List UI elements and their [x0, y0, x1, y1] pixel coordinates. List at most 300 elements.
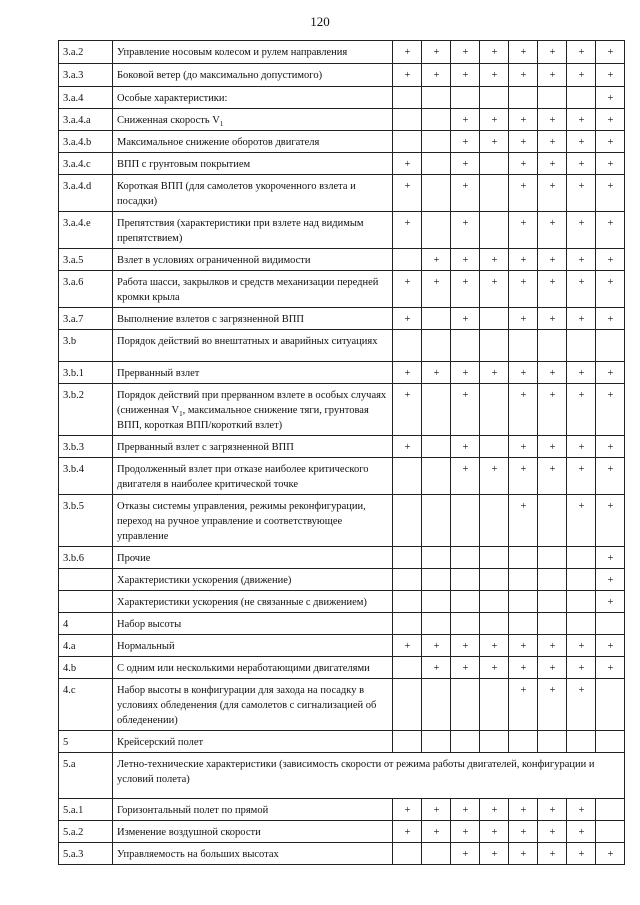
- applicability-mark: +: [538, 362, 567, 384]
- applicability-mark: [596, 731, 625, 753]
- row-description: [113, 591, 393, 613]
- row-description: [113, 657, 393, 679]
- applicability-mark: +: [509, 249, 538, 271]
- row-description: [113, 249, 393, 271]
- applicability-mark: [393, 657, 422, 679]
- applicability-mark: +: [509, 821, 538, 843]
- row-code: 3.a.4.a: [59, 109, 113, 131]
- applicability-mark: +: [509, 843, 538, 865]
- applicability-mark: [509, 731, 538, 753]
- applicability-mark: [480, 569, 509, 591]
- applicability-mark: +: [596, 591, 625, 613]
- applicability-mark: +: [393, 362, 422, 384]
- applicability-mark: +: [509, 109, 538, 131]
- applicability-mark: +: [596, 843, 625, 865]
- applicability-mark: +: [422, 249, 451, 271]
- applicability-mark: [422, 109, 451, 131]
- row-code: 3.b.4: [59, 458, 113, 495]
- applicability-mark: +: [596, 436, 625, 458]
- row-code: 3.a.3: [59, 64, 113, 87]
- table-row: [59, 547, 625, 569]
- applicability-mark: +: [393, 41, 422, 64]
- table-row: [59, 799, 625, 821]
- applicability-mark: +: [538, 384, 567, 436]
- table-row: [59, 657, 625, 679]
- applicability-mark: +: [509, 495, 538, 547]
- applicability-mark: +: [451, 131, 480, 153]
- row-description: [113, 175, 393, 212]
- applicability-mark: [509, 330, 538, 362]
- table-row: [59, 131, 625, 153]
- applicability-mark: +: [538, 175, 567, 212]
- row-description-text: Взлет в условиях ограниченной видимости: [117, 255, 311, 266]
- table-row: [59, 212, 625, 249]
- row-description-text: Боковой ветер (до максимально допустимого): [117, 70, 323, 81]
- row-description: [113, 330, 393, 362]
- applicability-mark: +: [538, 679, 567, 731]
- applicability-mark: [393, 87, 422, 109]
- row-description: [113, 436, 393, 458]
- row-code: 3.a.4: [59, 87, 113, 109]
- row-description-text: Прочие: [117, 553, 151, 564]
- applicability-mark: +: [538, 131, 567, 153]
- applicability-mark: [538, 569, 567, 591]
- applicability-mark: +: [567, 799, 596, 821]
- applicability-mark: [393, 495, 422, 547]
- applicability-mark: [567, 330, 596, 362]
- row-code: 3.b.5: [59, 495, 113, 547]
- applicability-mark: +: [422, 64, 451, 87]
- applicability-mark: [422, 843, 451, 865]
- applicability-mark: +: [538, 436, 567, 458]
- row-code: 4: [59, 613, 113, 635]
- table-row: [59, 153, 625, 175]
- applicability-mark: +: [451, 212, 480, 249]
- applicability-mark: +: [538, 821, 567, 843]
- applicability-mark: [422, 458, 451, 495]
- row-description-text: Короткая ВПП (для самолетов укороченного взлета и посадки): [117, 181, 356, 207]
- row-description-text: Характеристики ускорения (движение): [117, 575, 292, 586]
- row-code: 3.a.4.d: [59, 175, 113, 212]
- row-description-text: Горизонтальный полет по прямой: [117, 805, 269, 816]
- applicability-mark: [393, 109, 422, 131]
- applicability-mark: [596, 799, 625, 821]
- applicability-mark: [451, 330, 480, 362]
- applicability-mark: [538, 495, 567, 547]
- applicability-mark: [480, 591, 509, 613]
- applicability-mark: [393, 731, 422, 753]
- applicability-mark: [451, 591, 480, 613]
- applicability-mark: [451, 87, 480, 109]
- applicability-mark: +: [567, 64, 596, 87]
- row-code: 5.a: [59, 753, 113, 799]
- applicability-mark: +: [596, 495, 625, 547]
- applicability-mark: +: [480, 843, 509, 865]
- row-description: [113, 64, 393, 87]
- row-description: [113, 753, 625, 799]
- applicability-mark: +: [596, 131, 625, 153]
- applicability-mark: [451, 569, 480, 591]
- applicability-mark: +: [393, 821, 422, 843]
- applicability-mark: +: [567, 384, 596, 436]
- applicability-mark: [422, 547, 451, 569]
- row-description: [113, 271, 393, 308]
- applicability-mark: [422, 131, 451, 153]
- applicability-mark: +: [480, 458, 509, 495]
- applicability-mark: [480, 613, 509, 635]
- applicability-mark: +: [480, 821, 509, 843]
- applicability-mark: +: [451, 175, 480, 212]
- row-description: [113, 131, 393, 153]
- row-description-text: С одним или несколькими неработающими двигателями: [117, 663, 370, 674]
- applicability-mark: +: [509, 362, 538, 384]
- table-row: [59, 843, 625, 865]
- row-description: [113, 458, 393, 495]
- applicability-mark: +: [393, 436, 422, 458]
- applicability-mark: [567, 591, 596, 613]
- applicability-mark: +: [509, 153, 538, 175]
- applicability-mark: [451, 731, 480, 753]
- table-row: [59, 308, 625, 330]
- applicability-mark: +: [393, 153, 422, 175]
- applicability-mark: +: [393, 64, 422, 87]
- applicability-mark: +: [596, 109, 625, 131]
- applicability-mark: [509, 569, 538, 591]
- applicability-mark: +: [596, 635, 625, 657]
- row-description-subscript: 1: [179, 410, 183, 419]
- applicability-mark: [596, 613, 625, 635]
- applicability-mark: +: [422, 362, 451, 384]
- applicability-mark: [567, 547, 596, 569]
- row-description: [113, 308, 393, 330]
- table-row: [59, 821, 625, 843]
- applicability-mark: +: [567, 131, 596, 153]
- row-code: 3.a.7: [59, 308, 113, 330]
- applicability-mark: [393, 330, 422, 362]
- applicability-mark: +: [509, 212, 538, 249]
- applicability-mark: +: [509, 41, 538, 64]
- applicability-mark: +: [451, 308, 480, 330]
- table-row: [59, 87, 625, 109]
- applicability-mark: +: [596, 153, 625, 175]
- applicability-mark: [393, 547, 422, 569]
- applicability-mark: +: [451, 799, 480, 821]
- applicability-mark: [393, 613, 422, 635]
- applicability-mark: +: [596, 271, 625, 308]
- applicability-mark: [538, 330, 567, 362]
- row-description-text: Крейсерский полет: [117, 737, 204, 748]
- applicability-mark: +: [509, 799, 538, 821]
- applicability-mark: [480, 308, 509, 330]
- table-row: [59, 569, 625, 591]
- applicability-mark: +: [567, 635, 596, 657]
- row-description: [113, 843, 393, 865]
- row-code: 3.a.4.b: [59, 131, 113, 153]
- applicability-mark: +: [480, 635, 509, 657]
- requirements-table: [58, 40, 625, 865]
- row-description-text: Сниженная скорость V: [117, 115, 220, 126]
- applicability-mark: [509, 613, 538, 635]
- applicability-mark: [480, 495, 509, 547]
- row-description: [113, 109, 393, 131]
- applicability-mark: [567, 731, 596, 753]
- applicability-mark: +: [509, 635, 538, 657]
- applicability-mark: +: [393, 799, 422, 821]
- applicability-mark: +: [567, 153, 596, 175]
- applicability-mark: [538, 591, 567, 613]
- applicability-mark: [422, 153, 451, 175]
- row-description-text: Изменение воздушной скорости: [117, 827, 261, 838]
- applicability-mark: [480, 87, 509, 109]
- applicability-mark: [422, 613, 451, 635]
- applicability-mark: [393, 249, 422, 271]
- row-code: 3.a.5: [59, 249, 113, 271]
- applicability-mark: +: [422, 657, 451, 679]
- applicability-mark: +: [538, 109, 567, 131]
- applicability-mark: +: [538, 64, 567, 87]
- applicability-mark: +: [509, 175, 538, 212]
- row-description: [113, 384, 393, 436]
- applicability-mark: [480, 175, 509, 212]
- applicability-mark: [567, 613, 596, 635]
- applicability-mark: +: [567, 458, 596, 495]
- row-description-text: Выполнение взлетов с загрязненной ВПП: [117, 314, 304, 325]
- applicability-mark: +: [480, 64, 509, 87]
- page-number: 120: [310, 14, 330, 29]
- applicability-mark: [393, 569, 422, 591]
- applicability-mark: +: [538, 153, 567, 175]
- table-row: [59, 495, 625, 547]
- applicability-mark: +: [567, 362, 596, 384]
- applicability-mark: +: [538, 843, 567, 865]
- table-row: [59, 753, 625, 799]
- applicability-mark: +: [567, 109, 596, 131]
- applicability-mark: [451, 547, 480, 569]
- applicability-mark: [480, 436, 509, 458]
- table-row: [59, 384, 625, 436]
- row-description: [113, 613, 393, 635]
- applicability-mark: [538, 87, 567, 109]
- table-row: [59, 436, 625, 458]
- applicability-mark: +: [538, 635, 567, 657]
- applicability-mark: +: [567, 271, 596, 308]
- row-description: [113, 153, 393, 175]
- row-code: 3.b.1: [59, 362, 113, 384]
- applicability-mark: +: [509, 436, 538, 458]
- row-description: [113, 635, 393, 657]
- applicability-mark: +: [567, 212, 596, 249]
- applicability-mark: +: [451, 41, 480, 64]
- applicability-mark: +: [538, 41, 567, 64]
- table-row: [59, 41, 625, 64]
- applicability-mark: [393, 843, 422, 865]
- applicability-mark: +: [393, 635, 422, 657]
- applicability-mark: +: [393, 175, 422, 212]
- row-description-subscript: 1: [219, 120, 224, 129]
- applicability-mark: +: [596, 87, 625, 109]
- applicability-mark: [393, 131, 422, 153]
- table-row: [59, 731, 625, 753]
- row-code: 3.b: [59, 330, 113, 362]
- row-description: [113, 87, 393, 109]
- row-description-text: Максимальное снижение оборотов двигателя: [117, 137, 320, 148]
- applicability-mark: +: [422, 271, 451, 308]
- applicability-mark: +: [480, 109, 509, 131]
- row-description: [113, 362, 393, 384]
- applicability-mark: +: [596, 657, 625, 679]
- applicability-mark: [509, 547, 538, 569]
- applicability-mark: [422, 731, 451, 753]
- applicability-mark: +: [567, 495, 596, 547]
- applicability-mark: [480, 330, 509, 362]
- applicability-mark: +: [451, 436, 480, 458]
- applicability-mark: [451, 495, 480, 547]
- row-code: 4.b: [59, 657, 113, 679]
- row-code: 4.c: [59, 679, 113, 731]
- applicability-mark: +: [596, 175, 625, 212]
- applicability-mark: +: [422, 41, 451, 64]
- row-code: 3.b.3: [59, 436, 113, 458]
- row-description-text: Порядок действий во внештатных и аварийных ситуациях: [117, 336, 378, 347]
- applicability-mark: +: [567, 436, 596, 458]
- table-row: [59, 591, 625, 613]
- row-description-text: Порядок действий при прерванном взлете в особых случаях (сниженная V: [117, 390, 387, 416]
- applicability-mark: +: [480, 249, 509, 271]
- applicability-mark: [596, 679, 625, 731]
- applicability-mark: [422, 679, 451, 731]
- applicability-mark: [538, 613, 567, 635]
- row-description-text: Прерванный взлет с загрязненной ВПП: [117, 442, 294, 453]
- row-description: [113, 569, 393, 591]
- applicability-mark: [596, 821, 625, 843]
- row-description-text: Характеристики ускорения (не связанные с движением): [117, 597, 367, 608]
- applicability-mark: +: [538, 308, 567, 330]
- applicability-mark: +: [393, 212, 422, 249]
- table-row: [59, 271, 625, 308]
- row-description-text: Продолженный взлет при отказе наиболее критического двигателя в наиболее критической точке: [117, 464, 369, 490]
- row-description: [113, 495, 393, 547]
- applicability-mark: [567, 569, 596, 591]
- applicability-mark: +: [538, 212, 567, 249]
- applicability-mark: [422, 175, 451, 212]
- applicability-mark: +: [451, 384, 480, 436]
- table-body: [59, 41, 625, 865]
- applicability-mark: [480, 679, 509, 731]
- row-code: 3.a.4.c: [59, 153, 113, 175]
- applicability-mark: +: [451, 153, 480, 175]
- applicability-mark: +: [480, 362, 509, 384]
- row-code: 5.a.3: [59, 843, 113, 865]
- row-description-text: Особые характеристики:: [117, 93, 228, 104]
- applicability-mark: +: [422, 635, 451, 657]
- row-code: 5.a.1: [59, 799, 113, 821]
- row-description: [113, 547, 393, 569]
- applicability-mark: [422, 330, 451, 362]
- applicability-mark: +: [451, 271, 480, 308]
- applicability-mark: [480, 153, 509, 175]
- applicability-mark: [422, 436, 451, 458]
- table-row: [59, 679, 625, 731]
- applicability-mark: +: [509, 657, 538, 679]
- row-description-text-continued: , максимальное снижение тяги, грунтовая ВПП, короткая ВПП/короткий взлет): [117, 405, 369, 431]
- applicability-mark: +: [509, 271, 538, 308]
- row-description-text: Препятствия (характеристики при взлете над видимым препятствием): [117, 218, 364, 244]
- applicability-mark: +: [451, 362, 480, 384]
- row-description-text: Прерванный взлет: [117, 368, 200, 379]
- applicability-mark: +: [480, 271, 509, 308]
- applicability-mark: +: [480, 657, 509, 679]
- row-code: 5: [59, 731, 113, 753]
- table-row: [59, 64, 625, 87]
- row-code: [59, 591, 113, 613]
- applicability-mark: +: [567, 657, 596, 679]
- applicability-mark: [422, 308, 451, 330]
- applicability-mark: [422, 591, 451, 613]
- applicability-mark: +: [509, 679, 538, 731]
- table-row: [59, 458, 625, 495]
- applicability-mark: +: [509, 64, 538, 87]
- applicability-mark: +: [567, 821, 596, 843]
- applicability-mark: +: [509, 458, 538, 495]
- applicability-mark: [509, 591, 538, 613]
- row-code: 3.a.4.e: [59, 212, 113, 249]
- row-description: [113, 731, 393, 753]
- applicability-mark: +: [480, 41, 509, 64]
- applicability-mark: +: [451, 635, 480, 657]
- table-row: [59, 175, 625, 212]
- applicability-mark: +: [596, 249, 625, 271]
- applicability-mark: +: [451, 657, 480, 679]
- applicability-mark: +: [509, 308, 538, 330]
- applicability-mark: +: [451, 821, 480, 843]
- applicability-mark: +: [596, 41, 625, 64]
- applicability-mark: [451, 613, 480, 635]
- row-code: 3.b.6: [59, 547, 113, 569]
- row-description-text: ВПП с грунтовым покрытием: [117, 159, 251, 170]
- applicability-mark: +: [393, 384, 422, 436]
- row-description-text: Набор высоты в конфигурации для захода на посадку в условиях обледенения (для самолетов с сигнализацией об обледенении): [117, 685, 377, 726]
- applicability-mark: +: [393, 271, 422, 308]
- applicability-mark: +: [567, 679, 596, 731]
- applicability-mark: +: [422, 799, 451, 821]
- row-description: [113, 212, 393, 249]
- applicability-mark: +: [451, 843, 480, 865]
- applicability-mark: [422, 212, 451, 249]
- applicability-mark: +: [393, 308, 422, 330]
- row-description: [113, 679, 393, 731]
- applicability-mark: +: [480, 799, 509, 821]
- applicability-mark: +: [567, 41, 596, 64]
- table-row: [59, 249, 625, 271]
- applicability-mark: [451, 679, 480, 731]
- applicability-mark: +: [480, 131, 509, 153]
- applicability-mark: +: [596, 384, 625, 436]
- row-description-text: Нормальный: [117, 641, 175, 652]
- applicability-mark: +: [509, 131, 538, 153]
- row-code: 3.b.2: [59, 384, 113, 436]
- applicability-mark: [480, 384, 509, 436]
- applicability-mark: +: [451, 458, 480, 495]
- applicability-mark: [393, 679, 422, 731]
- applicability-mark: +: [538, 799, 567, 821]
- row-code: [59, 569, 113, 591]
- applicability-mark: +: [567, 308, 596, 330]
- applicability-mark: +: [538, 458, 567, 495]
- applicability-mark: [480, 731, 509, 753]
- applicability-mark: +: [567, 175, 596, 212]
- applicability-mark: [393, 458, 422, 495]
- table-row: [59, 635, 625, 657]
